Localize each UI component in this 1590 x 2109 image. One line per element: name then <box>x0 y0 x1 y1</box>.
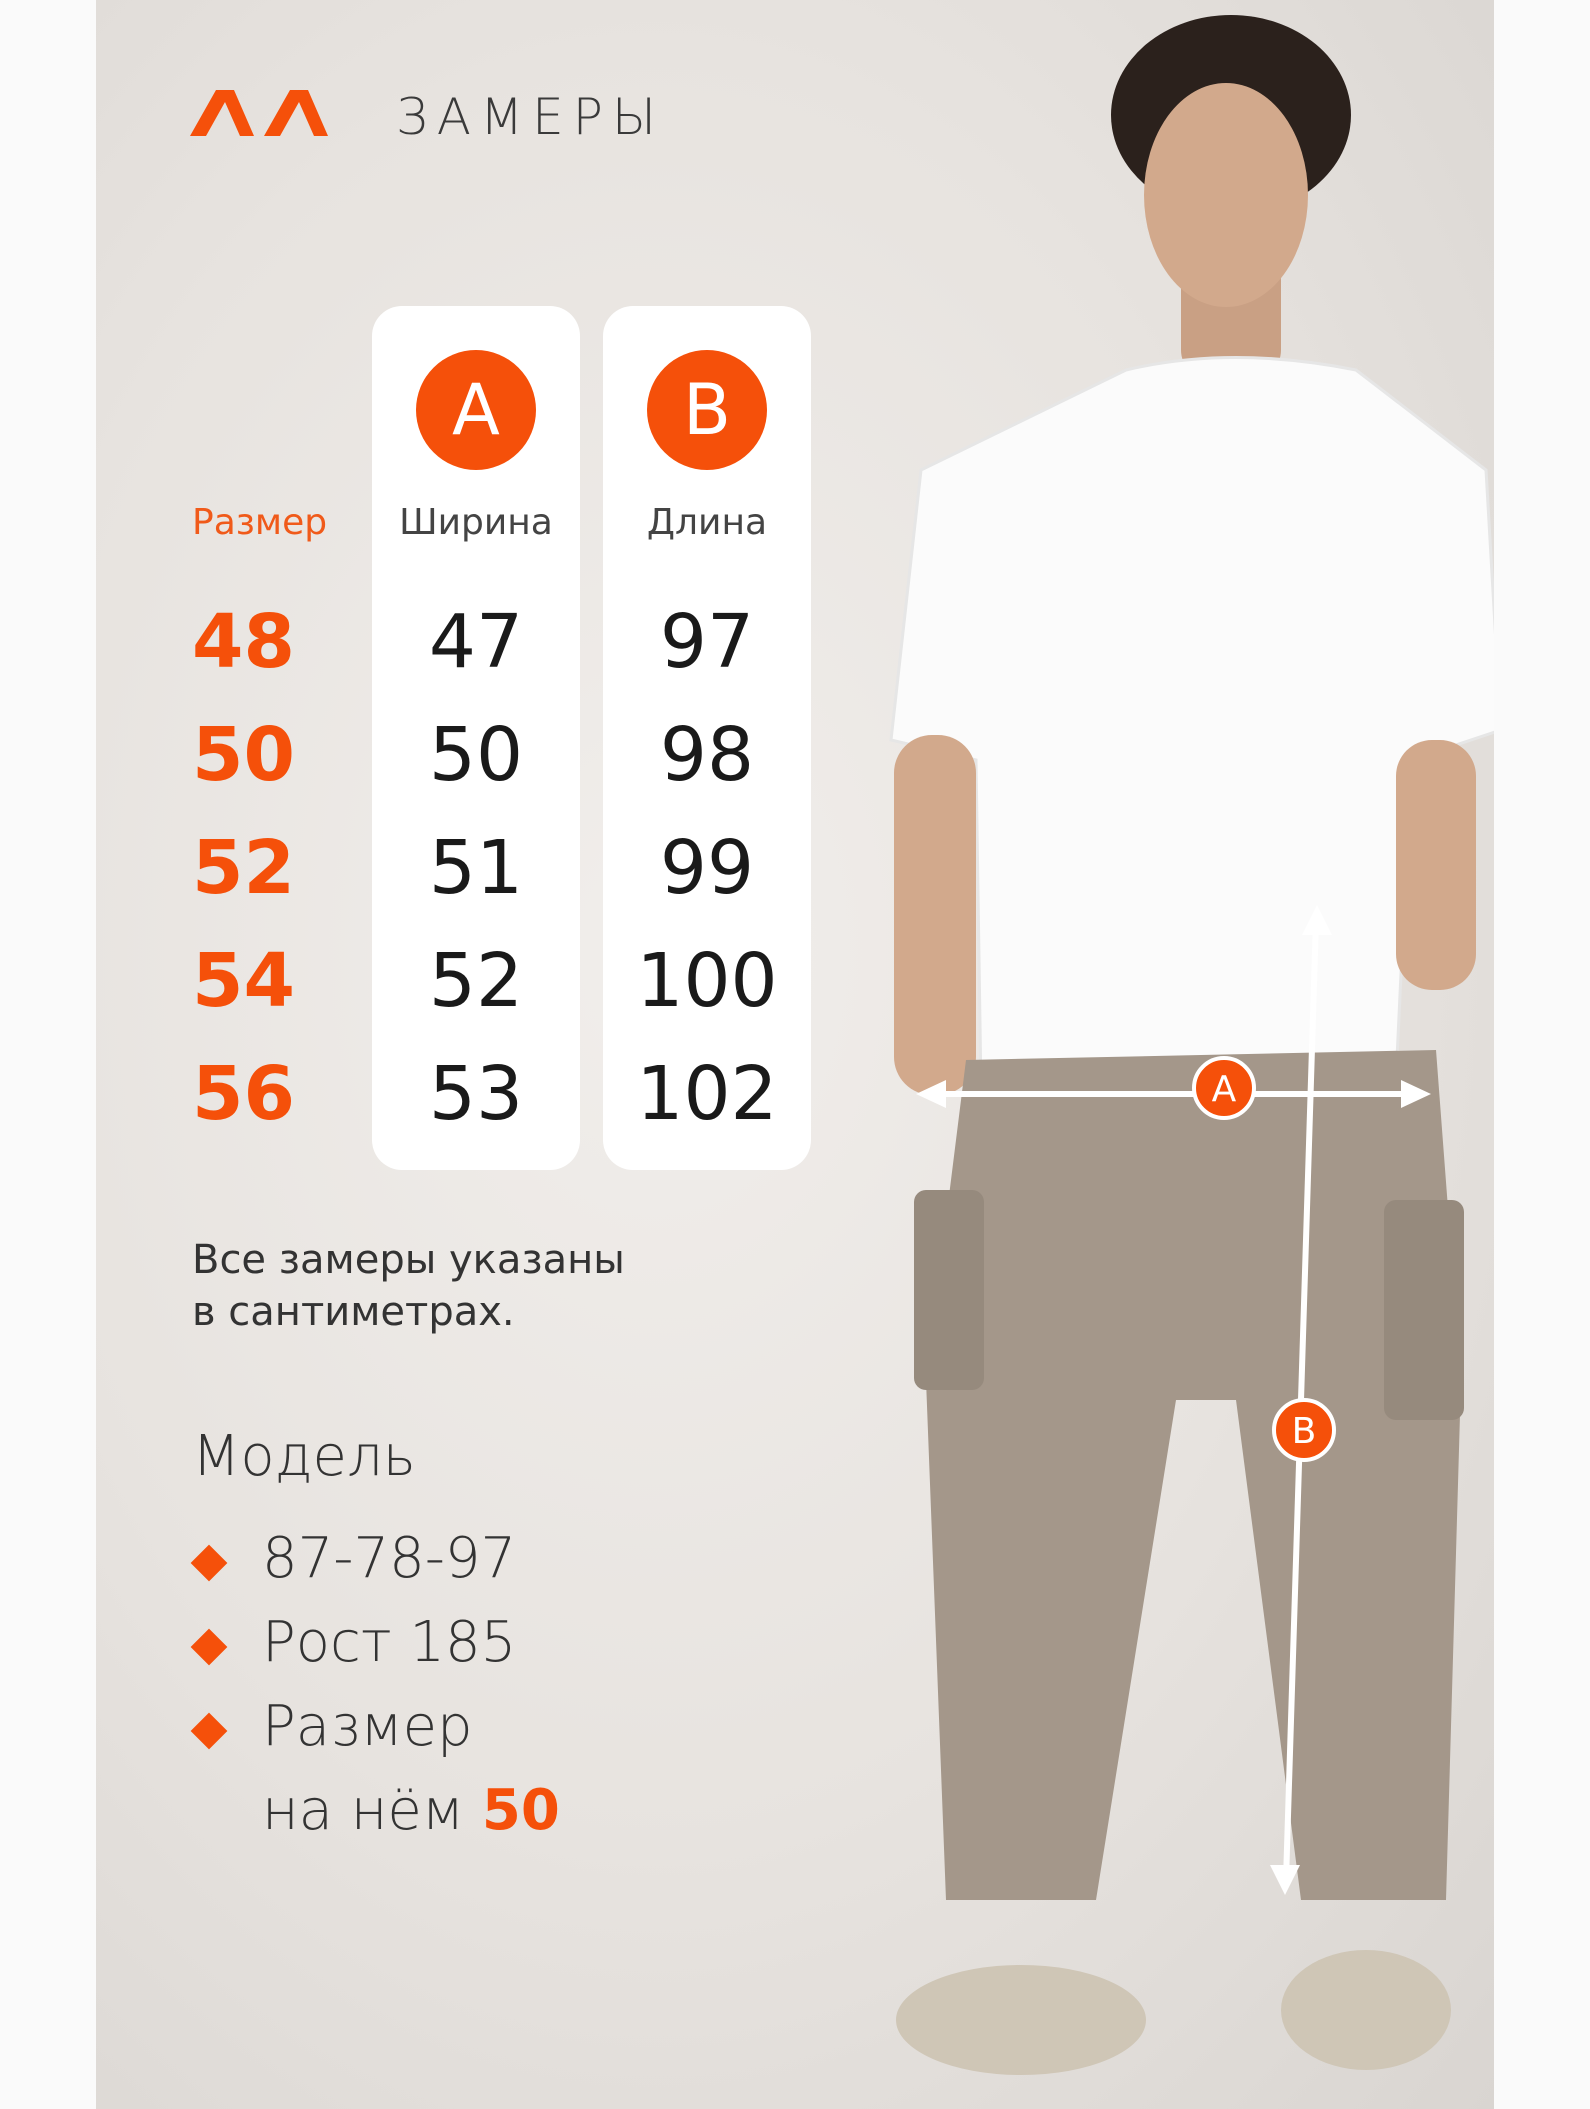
width-value: 51 <box>428 825 524 911</box>
model-size-line1: Размер <box>262 1694 473 1759</box>
face-shape <box>1144 83 1308 307</box>
width-value: 53 <box>428 1051 524 1137</box>
width-value: 52 <box>428 938 524 1024</box>
diamond-bullet-icon <box>191 1713 228 1750</box>
diamond-bullet-icon <box>191 1629 228 1666</box>
note-line: в сантиметрах. <box>192 1289 515 1335</box>
model-size-text: на нём <box>262 1778 465 1843</box>
pants-shape <box>926 1050 1461 1900</box>
width-column-header: Ширина <box>399 502 553 543</box>
size-value: 50 <box>192 712 295 798</box>
length-value: 102 <box>636 1051 778 1137</box>
model-height: Рост 185 <box>262 1610 517 1675</box>
badge-a: A <box>416 350 536 470</box>
model-size-line2 <box>262 1778 560 1843</box>
measurement-note <box>192 1234 752 1338</box>
size-value: 52 <box>192 825 295 911</box>
length-column-header: Длина <box>646 502 768 543</box>
badge-b: B <box>647 350 767 470</box>
arrow-head-icon <box>1270 1865 1300 1895</box>
right-arm-shape <box>1396 740 1476 990</box>
width-value: 50 <box>428 712 524 798</box>
marker-a-label: A <box>1211 1069 1237 1110</box>
model-measurements: 87-78-97 <box>262 1526 517 1591</box>
size-value: 54 <box>192 938 295 1024</box>
brand-logo <box>190 90 330 136</box>
size-chart-card <box>96 0 1494 2109</box>
width-value: 47 <box>428 599 524 685</box>
note-line: Все замеры указаны <box>192 1237 625 1283</box>
right-shoe-shape <box>1281 1950 1451 2070</box>
length-column-panel <box>603 306 811 1170</box>
cargo-pocket-left <box>914 1190 984 1390</box>
model-heading: Модель <box>192 1424 416 1489</box>
length-value: 100 <box>636 938 778 1024</box>
model-photo <box>836 0 1494 2109</box>
width-column-panel <box>372 306 580 1170</box>
tshirt-shape <box>891 358 1494 1091</box>
page-title: ЗАМЕРЫ <box>396 88 666 146</box>
size-column <box>192 586 295 1151</box>
diamond-bullet-icon <box>191 1545 228 1582</box>
size-value: 56 <box>192 1051 295 1137</box>
left-arm-shape <box>894 735 976 1095</box>
size-column-header: Размер <box>192 502 328 543</box>
left-shoe-shape <box>896 1965 1146 2075</box>
cargo-pocket-right <box>1384 1200 1464 1420</box>
marker-b-label: B <box>1291 1411 1317 1452</box>
model-size-value: 50 <box>481 1778 560 1843</box>
length-value: 99 <box>659 825 755 911</box>
length-value: 97 <box>659 599 755 685</box>
length-value: 98 <box>659 712 755 798</box>
size-value: 48 <box>192 599 295 685</box>
